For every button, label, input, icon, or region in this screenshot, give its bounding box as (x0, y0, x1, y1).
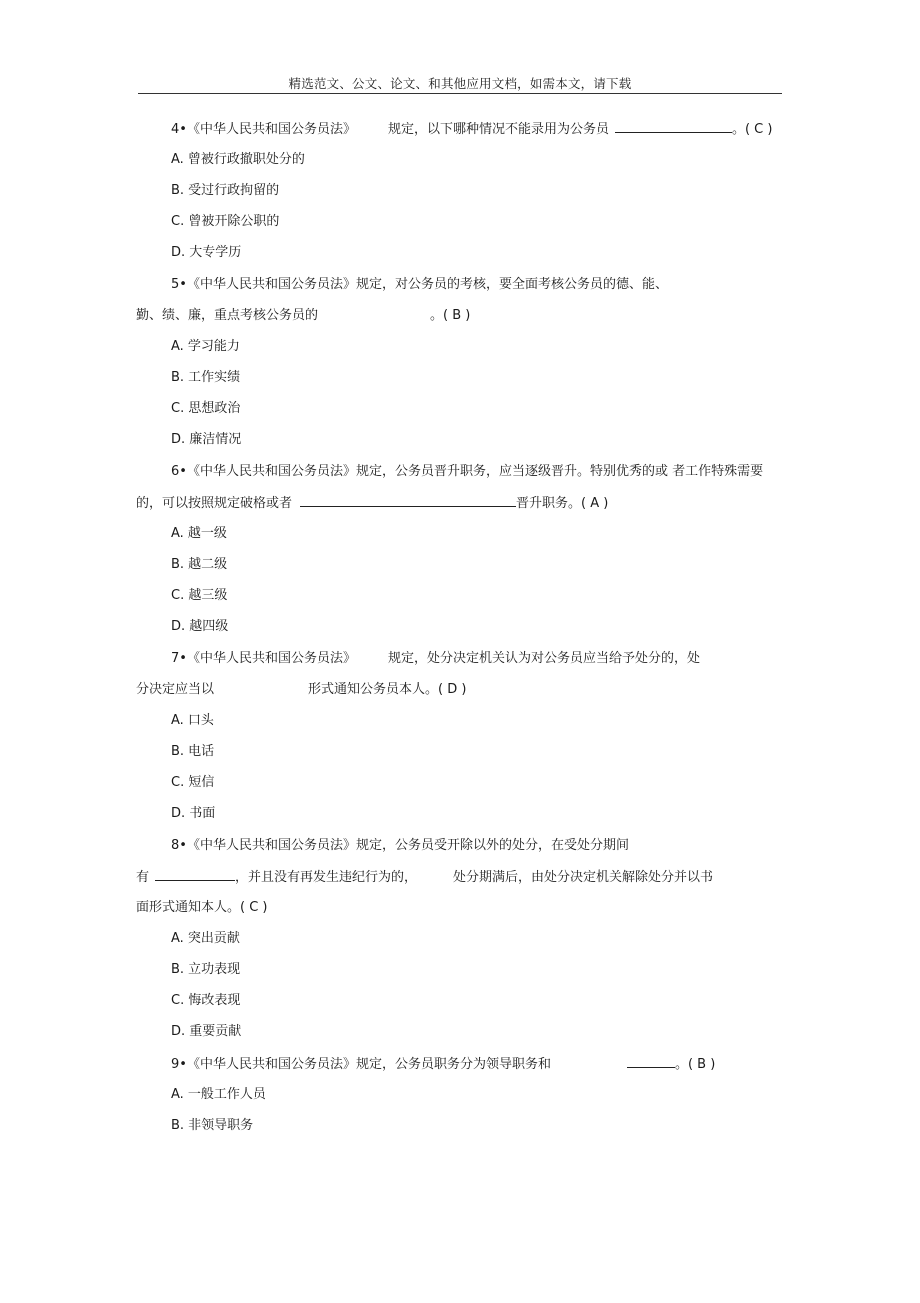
question-5-answer: 。( B ) (430, 308, 471, 323)
question-9-answer: 。( B ) (674, 1057, 716, 1072)
option-8d: D. 重要贡献 (171, 1024, 242, 1039)
option-4c: C. 曾被开除公职的 (171, 214, 280, 229)
question-8-text-4: 处分期满后，由处分决定机关解除处分并以书 (453, 870, 714, 885)
question-7-answer: 形式通知公务员本人。( D ) (308, 682, 467, 697)
option-7d: D. 书面 (171, 806, 216, 821)
option-6d: D. 越四级 (171, 619, 229, 634)
answer-blank (615, 120, 732, 133)
question-8 (136, 868, 713, 887)
question-5-text-1: 5•《中华人民共和国公务员法》规定，对公务员的考核，要全面考核公务员的德、能、 (171, 277, 668, 292)
question-6 (136, 494, 608, 513)
option-7c: C. 短信 (171, 775, 215, 790)
answer-blank (627, 1055, 675, 1068)
question-7-text-2: 规定，处分决定机关认为对公务员应当给予处分的，处 (387, 651, 700, 666)
option-4a: A. 曾被行政撤职处分的 (171, 152, 305, 167)
option-9a: A. 一般工作人员 (171, 1087, 266, 1102)
option-5b: B. 工作实绩 (171, 370, 241, 385)
question-9-text-1: 9•《中华人民共和国公务员法》规定，公务员职务分为领导职务和 (171, 1057, 551, 1072)
option-5c: C. 思想政治 (171, 401, 241, 416)
option-8a: A. 突出贡献 (171, 931, 240, 946)
option-5d: D. 廉洁情况 (171, 432, 242, 447)
answer-blank (300, 494, 516, 507)
option-8c: C. 悔改表现 (171, 993, 241, 1008)
question-4-text-1: 4•《中华人民共和国公务员法》 (171, 122, 356, 137)
answer-blank (155, 868, 235, 881)
option-7b: B. 电话 (171, 744, 215, 759)
page-header: 精选范文、公文、论文、和其他应用文档，如需本文，请下载 (138, 76, 782, 94)
option-7a: A. 口头 (171, 713, 214, 728)
option-6b: B. 越二级 (171, 557, 228, 572)
question-6-text-1: 6•《中华人民共和国公务员法》规定，公务员晋升职务，应当逐级晋升。特别优秀的或 者工作特殊需要 (171, 464, 764, 479)
question-5 (136, 307, 470, 325)
question-8-text-1: 8•《中华人民共和国公务员法》规定，公务员受开除以外的处分，在受处分期间 (171, 838, 629, 853)
question-4 (171, 120, 772, 139)
option-5a: A. 学习能力 (171, 339, 240, 354)
option-6c: C. 越三级 (171, 588, 228, 603)
option-8b: B. 立功表现 (171, 962, 241, 977)
question-5-text-2: 勤、绩、廉，重点考核公务员的 (136, 308, 319, 323)
question-7-text-1: 7•《中华人民共和国公务员法》 (171, 651, 356, 666)
question-6-answer: 晋升职务。( A ) (516, 496, 609, 511)
option-6a: A. 越一级 (171, 526, 227, 541)
question-4-text-2: 规定，以下哪种情况不能录用为公务员 (387, 122, 609, 137)
question-6-text-2: 的，可以按照规定破格或者 (136, 496, 293, 511)
option-9b: B. 非领导职务 (171, 1118, 254, 1133)
question-7 (171, 650, 700, 668)
question-9 (171, 1055, 715, 1074)
question-8-answer: 面形式通知本人。( C ) (136, 900, 268, 915)
question-7-text-3: 分决定应当以 (136, 682, 215, 697)
option-4d: D. 大专学历 (171, 245, 242, 260)
question-8-text-2: 有 (136, 870, 150, 885)
question-4-answer: 。( C ) (731, 122, 773, 137)
question-7-cont (136, 681, 466, 699)
option-4b: B. 受过行政拘留的 (171, 183, 280, 198)
question-8-text-3: ，并且没有再发生违纪行为的， (235, 870, 418, 885)
